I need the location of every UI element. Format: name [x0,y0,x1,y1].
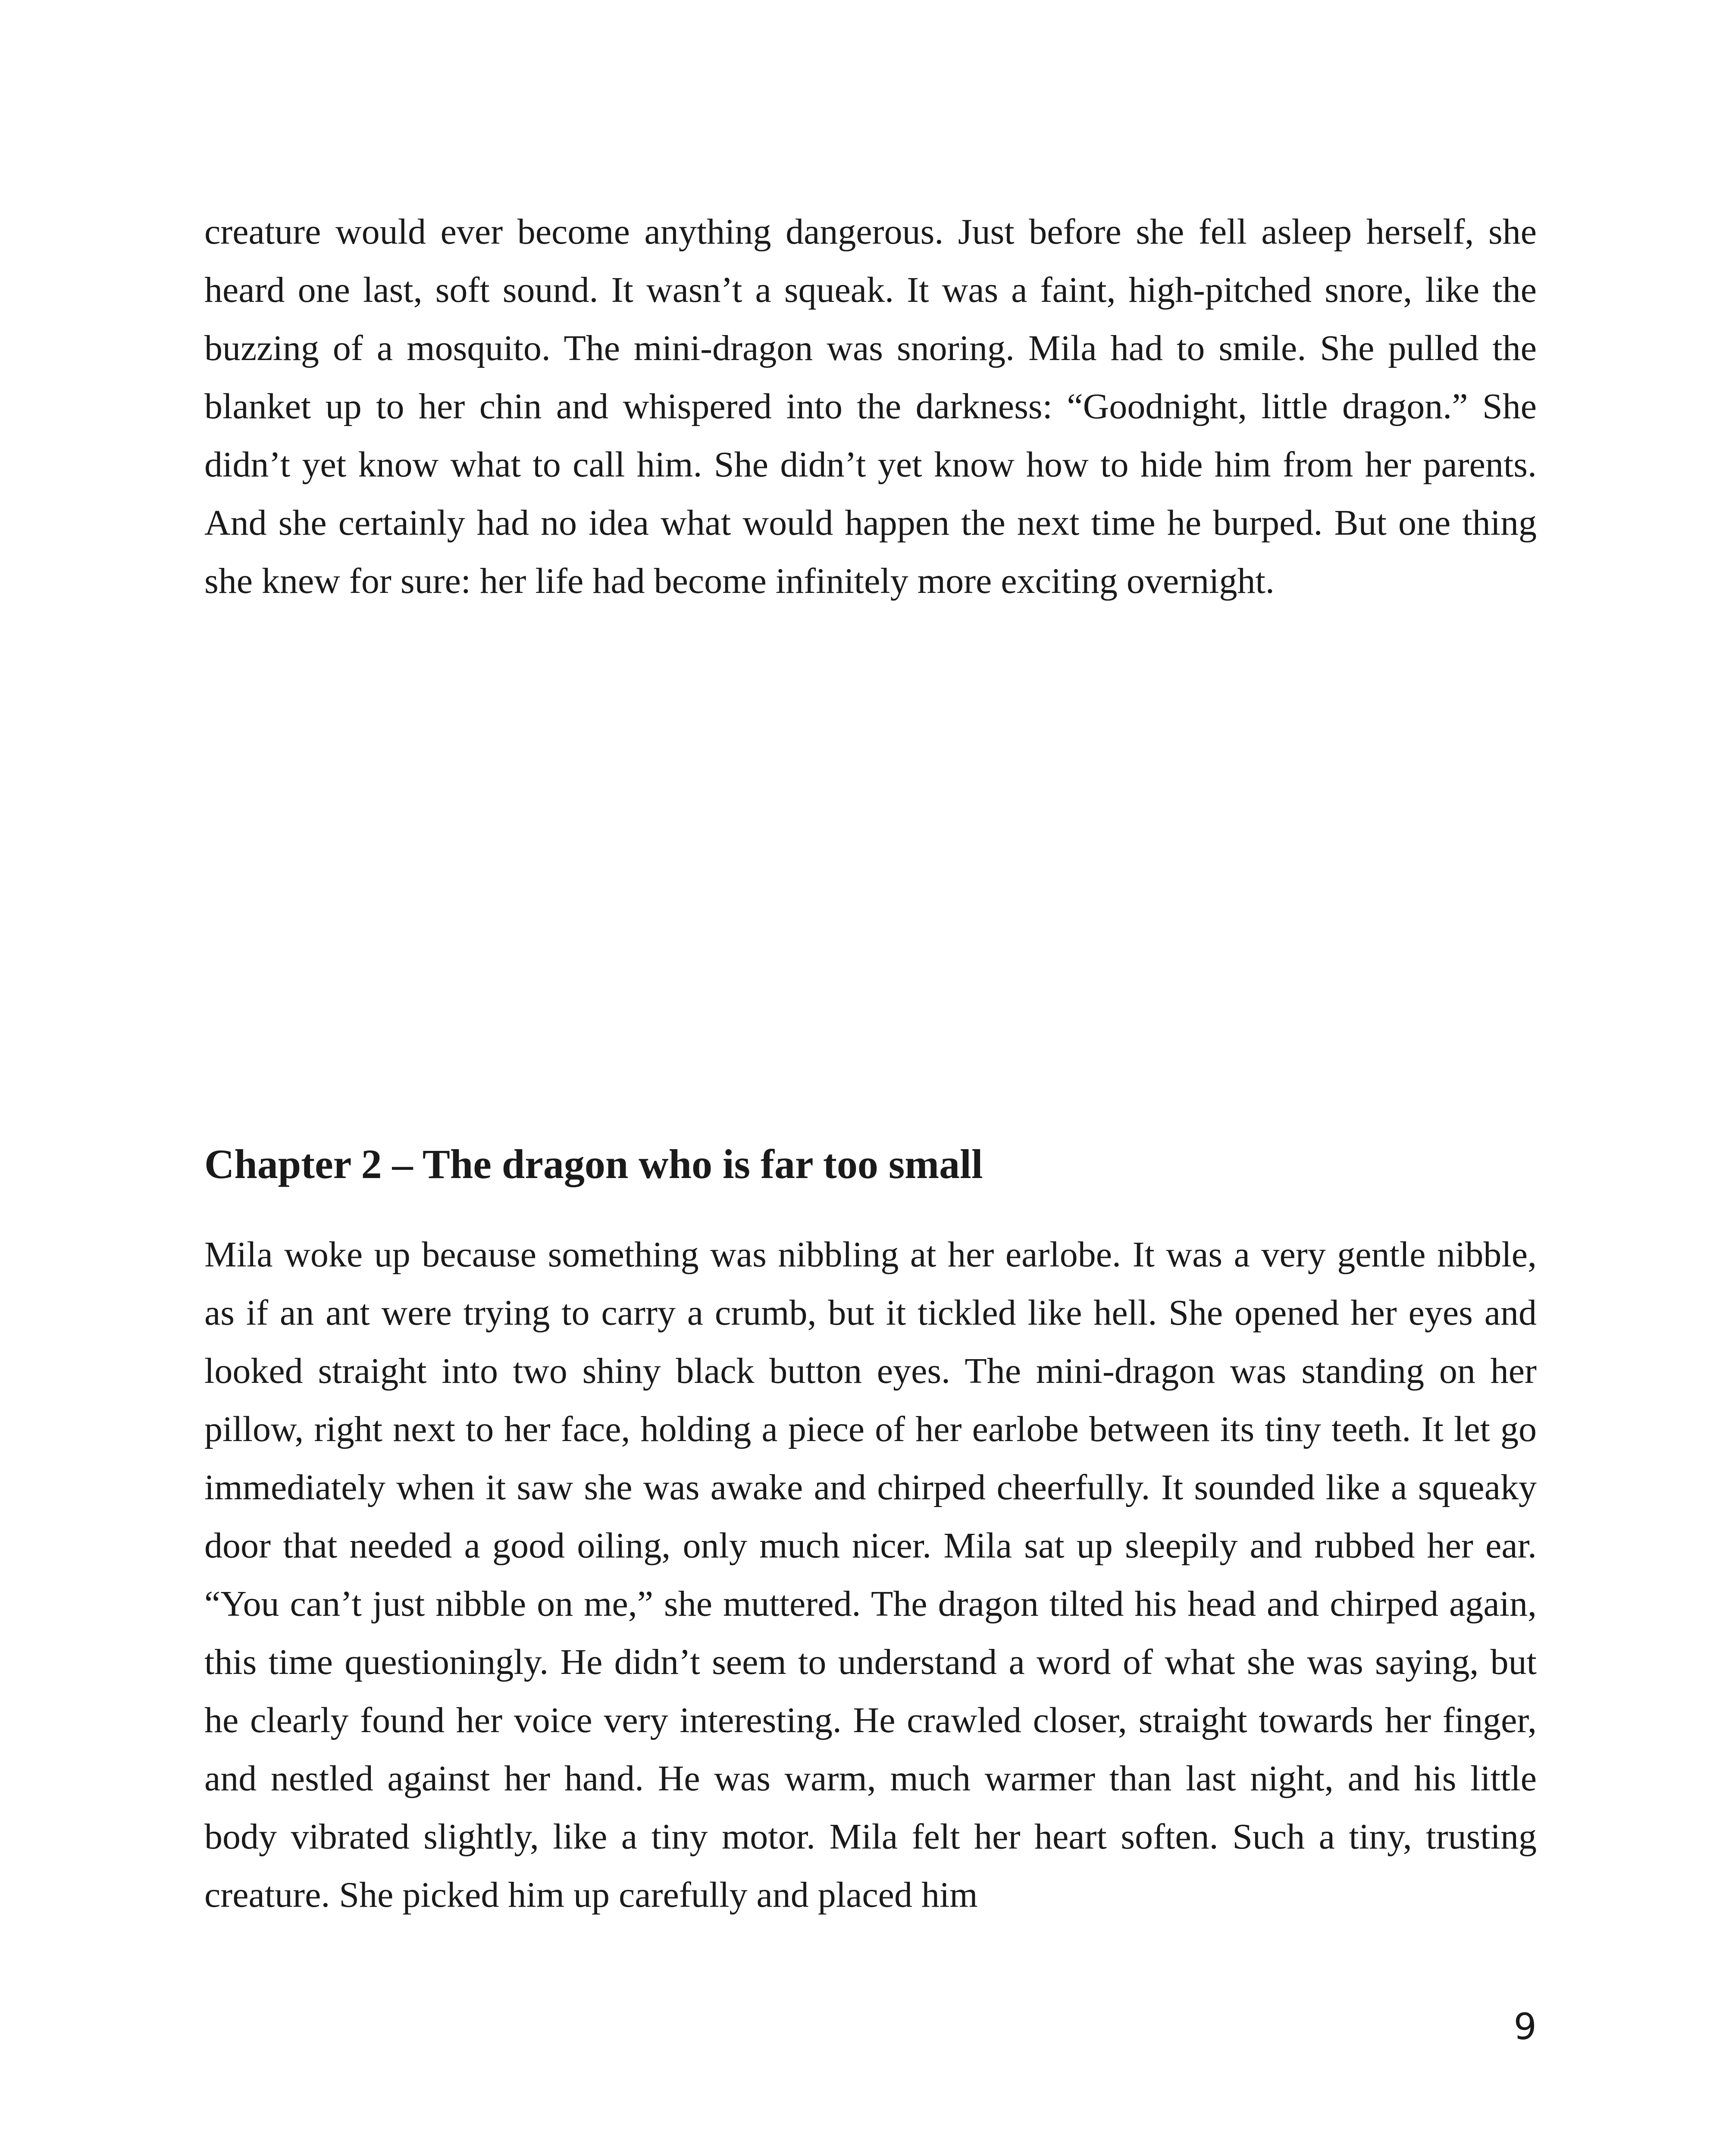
paragraph-text: Mila woke up because something was nibbling at her earlobe. It was a very gentle nibble, as if an ant were trying to carry a crumb, but it tickled like hell. She opened her eyes and looked straight into two shiny black button eyes. The mini-dragon was standing on her pillow, right next to her face, holding a piece of her earlobe between its tiny teeth. It let go immediately when it saw she was awake and chirped cheerfully. It sounded like a squeaky door that needed a good oiling, only much nicer. Mila sat up sleepily and rubbed her ear. “You can’t just nibble on me,” she muttered. The dragon tilted his head and chirped again, this time questioningly. He didn’t seem to understand a word of what she was saying, but he clearly found her voice very interesting. He crawled closer, straight towards her finger, and nestled against her hand. He was warm, much warmer than last night, and his little body vibrated slightly, like a tiny motor. Mila felt her heart soften. Such a tiny, trusting creature. She picked him up carefully and placed him [204,1235,1537,1915]
page-number: 9 [1513,2006,1537,2048]
chapter-paragraph [204,1225,1537,1924]
paragraph-continued [204,203,1537,610]
paragraph-text: creature would ever become anything dangerous. Just before she fell asleep herself, she heard one last, soft sound. It wasn’t a squeak. It was a faint, high-pitched snore, like the buzzing of a mosquito. The mini-dragon was snoring. Mila had to smile. She pulled the blanket up to her chin and whispered into the darkness: “Goodnight, little dragon.” She didn’t yet know what to call him. She didn’t yet know how to hide him from her parents. And she certainly had no idea what would happen the next time he burped. But one thing she knew for sure: her life had become infinitely more exciting overnight. [204,212,1537,601]
chapter-heading: Chapter 2 – The dragon who is far too small [204,1141,983,1187]
